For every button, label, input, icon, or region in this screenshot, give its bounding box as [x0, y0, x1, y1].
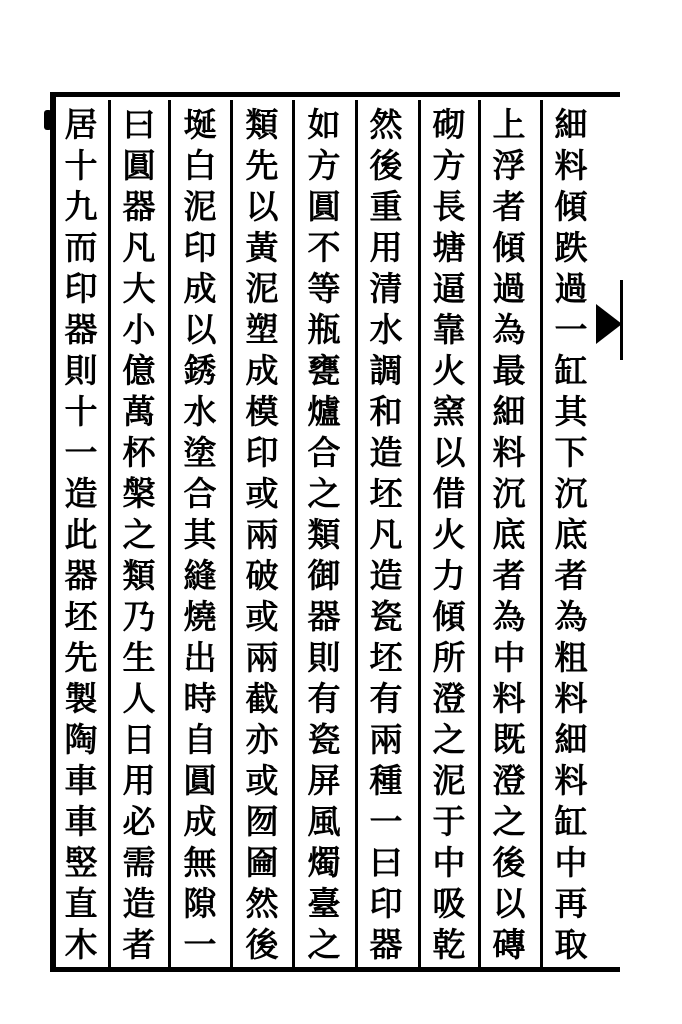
character: 凡 — [369, 515, 403, 554]
character: 凡 — [122, 228, 156, 267]
character: 中 — [554, 843, 588, 882]
character: 種 — [369, 761, 403, 800]
character: 而 — [64, 228, 98, 267]
character: 造 — [369, 556, 403, 595]
character: 粗 — [554, 638, 588, 677]
character: 器 — [122, 187, 156, 226]
character: 御 — [307, 556, 341, 595]
character: 不 — [307, 228, 341, 267]
character: 力 — [432, 556, 466, 595]
character: 自 — [183, 720, 217, 759]
character: 坯 — [369, 638, 403, 677]
character: 甕 — [307, 351, 341, 390]
character: 為 — [492, 597, 526, 636]
character: 缸 — [554, 802, 588, 841]
character: 之 — [307, 474, 341, 513]
character: 傾 — [554, 187, 588, 226]
character: 砌 — [432, 105, 466, 144]
character: 最 — [492, 351, 526, 390]
character: 億 — [122, 351, 156, 390]
character: 借 — [432, 474, 466, 513]
character: 器 — [64, 310, 98, 349]
character: 器 — [369, 925, 403, 964]
ink-blot — [44, 110, 52, 130]
character: 坯 — [369, 474, 403, 513]
character: 後 — [245, 925, 279, 964]
character: 長 — [432, 187, 466, 226]
character: 以 — [432, 433, 466, 472]
character: 黃 — [245, 228, 279, 267]
character: 窯 — [432, 392, 466, 431]
character: 方 — [432, 146, 466, 185]
character: 臺 — [307, 884, 341, 923]
character: 圓 — [307, 187, 341, 226]
character: 者 — [554, 556, 588, 595]
character: 類 — [245, 105, 279, 144]
character: 直 — [64, 884, 98, 923]
character: 取 — [554, 925, 588, 964]
character: 圇 — [245, 843, 279, 882]
character: 者 — [122, 925, 156, 964]
text-column-7 — [175, 105, 225, 968]
character: 造 — [369, 433, 403, 472]
character: 水 — [183, 392, 217, 431]
character: 風 — [307, 802, 341, 841]
character: 必 — [122, 802, 156, 841]
character: 印 — [245, 433, 279, 472]
character: 白 — [183, 146, 217, 185]
character: 磚 — [492, 925, 526, 964]
character: 以 — [492, 884, 526, 923]
character: 或 — [245, 474, 279, 513]
character: 塑 — [245, 310, 279, 349]
character: 杯 — [122, 433, 156, 472]
character: 以 — [183, 310, 217, 349]
character: 細 — [554, 720, 588, 759]
character: 細 — [492, 392, 526, 431]
character: 成 — [183, 802, 217, 841]
character: 則 — [64, 351, 98, 390]
character: 逼 — [432, 269, 466, 308]
character: 爐 — [307, 392, 341, 431]
character: 所 — [432, 638, 466, 677]
character: 火 — [432, 351, 466, 390]
character: 細 — [554, 105, 588, 144]
character: 既 — [492, 720, 526, 759]
character: 十 — [64, 392, 98, 431]
character: 或 — [245, 761, 279, 800]
character: 生 — [122, 638, 156, 677]
character: 泥 — [432, 761, 466, 800]
character: 萬 — [122, 392, 156, 431]
character: 有 — [369, 679, 403, 718]
character: 成 — [245, 351, 279, 390]
character: 九 — [64, 187, 98, 226]
character: 料 — [554, 146, 588, 185]
column-rule — [418, 100, 421, 968]
character: 料 — [492, 433, 526, 472]
character: 模 — [245, 392, 279, 431]
character: 等 — [307, 269, 341, 308]
character: 縫 — [183, 556, 217, 595]
character: 大 — [122, 269, 156, 308]
character: 後 — [369, 146, 403, 185]
character: 類 — [122, 556, 156, 595]
character: 過 — [492, 269, 526, 308]
character: 用 — [369, 228, 403, 267]
character: 為 — [554, 597, 588, 636]
character: 調 — [369, 351, 403, 390]
character: 過 — [554, 269, 588, 308]
character: 合 — [183, 474, 217, 513]
character: 澄 — [432, 679, 466, 718]
character: 料 — [554, 679, 588, 718]
character: 或 — [245, 597, 279, 636]
character: 中 — [432, 843, 466, 882]
character: 為 — [492, 310, 526, 349]
character: 者 — [492, 556, 526, 595]
character: 乾 — [432, 925, 466, 964]
character: 銹 — [183, 351, 217, 390]
text-column-6 — [237, 105, 287, 968]
character: 靠 — [432, 310, 466, 349]
character: 此 — [64, 515, 98, 554]
fore-edge-fishtail-mark — [596, 304, 622, 344]
character: 圓 — [122, 146, 156, 185]
character: 然 — [245, 884, 279, 923]
character: 底 — [554, 515, 588, 554]
character: 木 — [64, 925, 98, 964]
character: 塘 — [432, 228, 466, 267]
character: 其 — [554, 392, 588, 431]
character: 中 — [492, 638, 526, 677]
character: 車 — [64, 761, 98, 800]
column-rule — [230, 100, 233, 968]
character: 則 — [307, 638, 341, 677]
column-rule — [292, 100, 295, 968]
text-column-1 — [546, 105, 596, 968]
character: 製 — [64, 679, 98, 718]
column-rule — [168, 100, 171, 968]
character: 類 — [307, 515, 341, 554]
character: 然 — [369, 105, 403, 144]
column-rule — [355, 100, 358, 968]
character: 一 — [64, 433, 98, 472]
character: 清 — [369, 269, 403, 308]
character: 成 — [183, 269, 217, 308]
text-column-8 — [114, 105, 164, 968]
character: 下 — [554, 433, 588, 472]
character: 瓷 — [369, 597, 403, 636]
text-column-4 — [361, 105, 411, 968]
character: 印 — [183, 228, 217, 267]
character: 截 — [245, 679, 279, 718]
character: 兩 — [245, 515, 279, 554]
character: 坯 — [64, 597, 98, 636]
character: 沉 — [554, 474, 588, 513]
character: 破 — [245, 556, 279, 595]
character: 後 — [492, 843, 526, 882]
character: 于 — [432, 802, 466, 841]
character: 先 — [245, 146, 279, 185]
character: 需 — [122, 843, 156, 882]
text-column-3 — [424, 105, 474, 968]
character: 亦 — [245, 720, 279, 759]
character: 瓶 — [307, 310, 341, 349]
character: 時 — [183, 679, 217, 718]
character: 圓 — [183, 761, 217, 800]
character: 十 — [64, 146, 98, 185]
character: 瓷 — [307, 720, 341, 759]
character: 一 — [369, 802, 403, 841]
character: 燭 — [307, 843, 341, 882]
character: 水 — [369, 310, 403, 349]
character: 之 — [492, 802, 526, 841]
column-rule — [540, 100, 543, 968]
character: 缸 — [554, 351, 588, 390]
character: 居 — [64, 105, 98, 144]
character: 小 — [122, 310, 156, 349]
character: 燒 — [183, 597, 217, 636]
character: 兩 — [369, 720, 403, 759]
character: 再 — [554, 884, 588, 923]
character: 印 — [369, 884, 403, 923]
character: 者 — [492, 187, 526, 226]
character: 其 — [183, 515, 217, 554]
character: 和 — [369, 392, 403, 431]
character: 陶 — [64, 720, 98, 759]
character: 之 — [307, 925, 341, 964]
character: 浮 — [492, 146, 526, 185]
character: 隙 — [183, 884, 217, 923]
character: 印 — [64, 269, 98, 308]
character: 料 — [492, 679, 526, 718]
character: 造 — [122, 884, 156, 923]
character: 之 — [432, 720, 466, 759]
character: 先 — [64, 638, 98, 677]
character: 屏 — [307, 761, 341, 800]
character: 火 — [432, 515, 466, 554]
character: 乃 — [122, 597, 156, 636]
character: 合 — [307, 433, 341, 472]
character: 埏 — [183, 105, 217, 144]
character: 傾 — [492, 228, 526, 267]
character: 出 — [183, 638, 217, 677]
character: 竪 — [64, 843, 98, 882]
character: 塗 — [183, 433, 217, 472]
character: 重 — [369, 187, 403, 226]
character: 以 — [245, 187, 279, 226]
character: 泥 — [183, 187, 217, 226]
character: 一 — [183, 925, 217, 964]
character: 槃 — [122, 474, 156, 513]
column-rule — [108, 100, 111, 968]
character: 上 — [492, 105, 526, 144]
text-column-9 — [56, 105, 106, 968]
character: 一 — [554, 310, 588, 349]
character: 料 — [554, 761, 588, 800]
character: 傾 — [432, 597, 466, 636]
character: 造 — [64, 474, 98, 513]
character: 兩 — [245, 638, 279, 677]
text-column-2 — [484, 105, 534, 968]
character: 底 — [492, 515, 526, 554]
character: 無 — [183, 843, 217, 882]
character: 跌 — [554, 228, 588, 267]
character: 澄 — [492, 761, 526, 800]
character: 曰 — [369, 843, 403, 882]
character: 器 — [64, 556, 98, 595]
character: 用 — [122, 761, 156, 800]
character: 吸 — [432, 884, 466, 923]
character: 器 — [307, 597, 341, 636]
character: 泥 — [245, 269, 279, 308]
character: 日 — [122, 720, 156, 759]
character: 車 — [64, 802, 98, 841]
character: 曰 — [122, 105, 156, 144]
character: 囫 — [245, 802, 279, 841]
column-rule — [478, 100, 481, 968]
character: 沉 — [492, 474, 526, 513]
character: 人 — [122, 679, 156, 718]
text-column-5 — [299, 105, 349, 968]
character: 有 — [307, 679, 341, 718]
character: 方 — [307, 146, 341, 185]
character: 如 — [307, 105, 341, 144]
character: 之 — [122, 515, 156, 554]
